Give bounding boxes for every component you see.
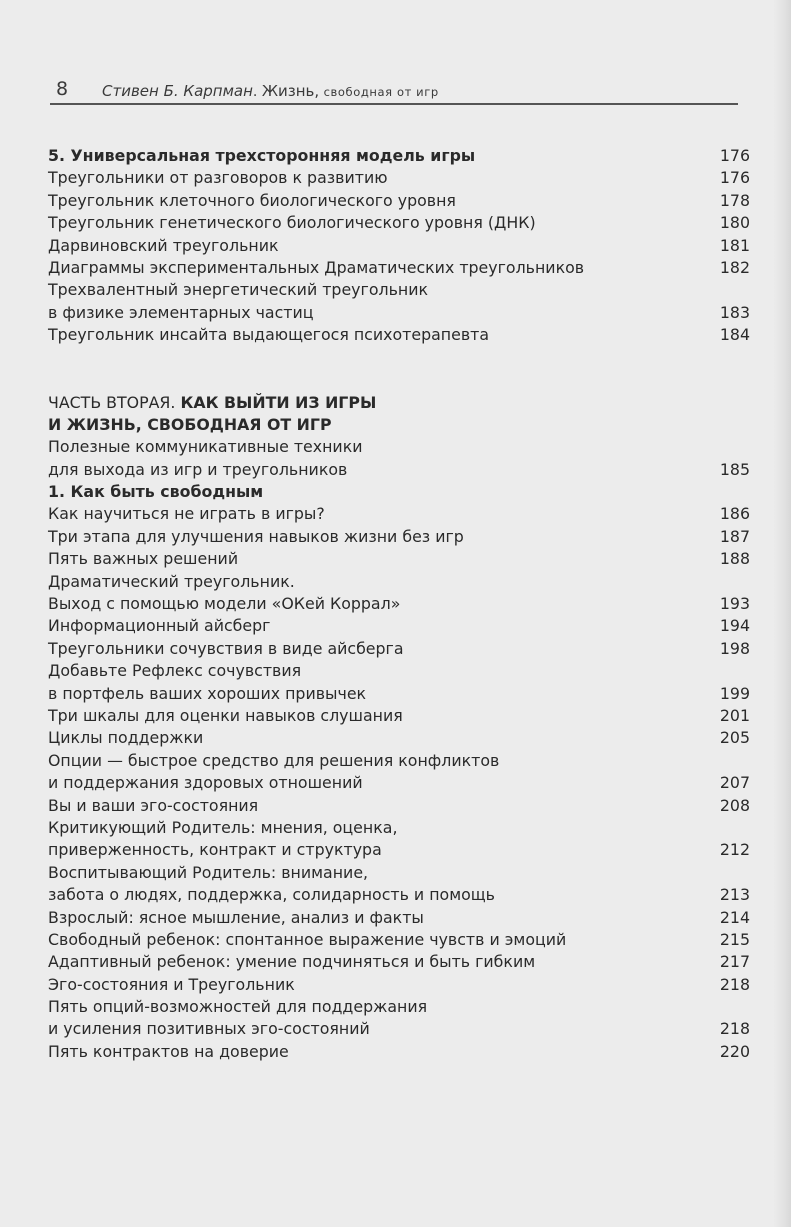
toc-entry	[48, 660, 750, 682]
toc-entry-title: в портфель ваших хороших привычек	[48, 683, 367, 703]
toc-entry-page: 215	[719, 929, 750, 949]
toc-entry	[48, 862, 750, 884]
toc-section-chapter5	[48, 145, 750, 347]
toc-entry-title: Эго-состояния и Треугольник	[48, 974, 295, 994]
toc-entry	[48, 727, 750, 749]
toc-entry-page: 185	[719, 459, 750, 479]
toc-entry-title: Опции — быстрое средство для решения конфликтов	[48, 750, 500, 770]
toc-entry-title: и усиления позитивных эго-состояний	[48, 1019, 370, 1039]
toc-entry-page: 218	[719, 1019, 750, 1039]
toc-entry-title: Треугольник клеточного биологического уровня	[48, 190, 456, 210]
toc-entry	[48, 1041, 750, 1063]
toc-entry-page: 201	[719, 705, 750, 725]
toc-entry	[48, 974, 750, 996]
toc-entry-page: 187	[719, 526, 750, 546]
toc-entry	[48, 772, 750, 794]
toc-entry	[48, 481, 750, 503]
book-title-rest: свободная от игр	[323, 85, 439, 99]
toc-entry	[48, 683, 750, 705]
toc-entry-title: Полезные коммуникативные техники	[48, 437, 363, 457]
toc-entry-title: Циклы поддержки	[48, 728, 204, 748]
toc-entry	[48, 929, 750, 951]
header-rule	[50, 103, 738, 105]
toc-entry-title: 5. Универсальная трехсторонняя модель игры	[48, 146, 476, 165]
toc-entry-page: 198	[719, 638, 750, 658]
toc-entry	[48, 1018, 750, 1040]
toc-entry-title: Пять опций-возможностей для поддержания	[48, 997, 428, 1017]
toc-entry-title: Драматический треугольник.	[48, 571, 295, 591]
toc-entry-title: Пять контрактов на доверие	[48, 1041, 289, 1061]
toc-entry	[48, 257, 750, 279]
separator: .	[252, 84, 262, 100]
toc-entry-page: 186	[719, 504, 750, 524]
toc-entry	[48, 503, 750, 525]
toc-entry	[48, 436, 750, 458]
toc-entry-page: 218	[719, 974, 750, 994]
toc-entry	[48, 593, 750, 615]
toc-entry	[48, 145, 750, 167]
toc-entry-page: 176	[719, 168, 750, 188]
toc-entry-title: 1. Как быть свободным	[48, 482, 264, 502]
toc-entry	[48, 235, 750, 257]
toc-entry-title: Информационный айсберг	[48, 616, 271, 636]
toc-entry-page: 180	[719, 213, 750, 233]
toc-entry-title: в физике элементарных частиц	[48, 302, 314, 322]
toc-entry	[48, 212, 750, 234]
toc-entry	[48, 279, 750, 301]
toc-entry	[48, 615, 750, 637]
toc-entry-title: Треугольник генетического биологического уровня (ДНК)	[48, 213, 536, 233]
toc-entry	[48, 324, 750, 346]
toc-entry-page: 213	[719, 885, 750, 905]
toc-entry-page: 183	[719, 302, 750, 322]
book-title-first-word: Жизнь,	[261, 82, 320, 100]
toc-entry	[48, 996, 750, 1018]
toc-entry-title: Взрослый: ясное мышление, анализ и факты	[48, 907, 424, 927]
toc-entry	[48, 705, 750, 727]
toc-entry-title: Критикующий Родитель: мнения, оценка,	[48, 817, 398, 837]
toc-entry-title: Свободный ребенок: спонтанное выражение чувств и эмоций	[48, 929, 567, 949]
toc-entry	[48, 459, 750, 481]
toc-entry-title: Треугольники сочувствия в виде айсберга	[48, 638, 404, 658]
toc-entry-page: 214	[719, 907, 750, 927]
toc-entry	[48, 884, 750, 906]
toc-entry-title: Три этапа для улучшения навыков жизни без игр	[48, 526, 464, 546]
running-header	[48, 76, 738, 104]
part-title-line2: И ЖИЗНЬ, СВОБОДНАЯ ОТ ИГР	[48, 414, 332, 434]
toc-entry-page: 176	[719, 146, 750, 165]
running-title	[102, 82, 439, 100]
toc-entry-title: Выход с помощью модели «ОКей Коррал»	[48, 594, 401, 614]
toc-section-part2	[48, 436, 750, 1063]
toc-entry-title: Адаптивный ребенок: умение подчиняться и быть гибким	[48, 952, 536, 972]
toc-entry	[48, 951, 750, 973]
toc-entry-title: приверженность, контракт и структура	[48, 840, 382, 860]
toc-entry-page: 212	[719, 840, 750, 860]
toc-entry	[48, 167, 750, 189]
toc-entry-page: 181	[719, 235, 750, 255]
toc-entry-title: Как научиться не играть в игры?	[48, 504, 325, 524]
toc-entry	[48, 190, 750, 212]
toc-entry-title: Пять важных решений	[48, 549, 239, 569]
toc-entry-page: 188	[719, 549, 750, 569]
toc-entry	[48, 907, 750, 929]
toc-entry-title: Трехвалентный энергетический треугольник	[48, 280, 429, 300]
page-edge-shadow	[773, 0, 791, 1227]
toc-entry-title: для выхода из игр и треугольников	[48, 459, 348, 479]
toc-entry-page: 194	[719, 616, 750, 636]
toc-entry-page: 193	[719, 594, 750, 614]
toc-entry-title: и поддержания здоровых отношений	[48, 773, 363, 793]
toc-entry	[48, 302, 750, 324]
toc-entry-title: Воспитывающий Родитель: внимание,	[48, 862, 369, 882]
toc-entry-page: 184	[719, 325, 750, 345]
toc-entry-title: Диаграммы экспериментальных Драматических треугольников	[48, 257, 585, 277]
toc-entry	[48, 750, 750, 772]
toc-entry	[48, 839, 750, 861]
toc-entry-page: 208	[719, 795, 750, 815]
part-title-line1: КАК ВЫЙТИ ИЗ ИГРЫ	[180, 392, 377, 412]
toc-entry	[48, 817, 750, 839]
section-gap	[48, 347, 750, 392]
toc-entry-page: 205	[719, 728, 750, 748]
toc-entry-title: Добавьте Рефлекс сочувствия	[48, 661, 302, 681]
toc-entry-page: 199	[719, 683, 750, 703]
book-author: Стивен Б. Карпман	[102, 82, 253, 100]
toc-entry-page: 220	[719, 1041, 750, 1061]
toc-entry	[48, 526, 750, 548]
toc-entry-title: Треугольники от разговоров к развитию	[48, 168, 388, 188]
toc-entry-title: забота о людях, поддержка, солидарность и помощь	[48, 885, 495, 905]
page-number: 8	[56, 78, 69, 100]
part-heading	[48, 392, 750, 414]
toc-entry	[48, 638, 750, 660]
toc-entry	[48, 571, 750, 593]
toc-entry-title: Вы и ваши эго-состояния	[48, 795, 259, 815]
toc-entry-page: 217	[719, 952, 750, 972]
toc-entry-page: 178	[719, 190, 750, 210]
toc-entry	[48, 795, 750, 817]
toc-entry	[48, 548, 750, 570]
table-of-contents	[48, 145, 750, 1063]
toc-entry-page: 207	[719, 773, 750, 793]
toc-entry-page: 182	[719, 257, 750, 277]
part-prefix: ЧАСТЬ ВТОРАЯ.	[48, 392, 176, 412]
toc-entry-title: Дарвиновский треугольник	[48, 235, 279, 255]
toc-entry-title: Три шкалы для оценки навыков слушания	[48, 705, 403, 725]
part-heading-line2	[48, 414, 750, 436]
toc-entry-title: Треугольник инсайта выдающегося психотерапевта	[48, 325, 490, 345]
